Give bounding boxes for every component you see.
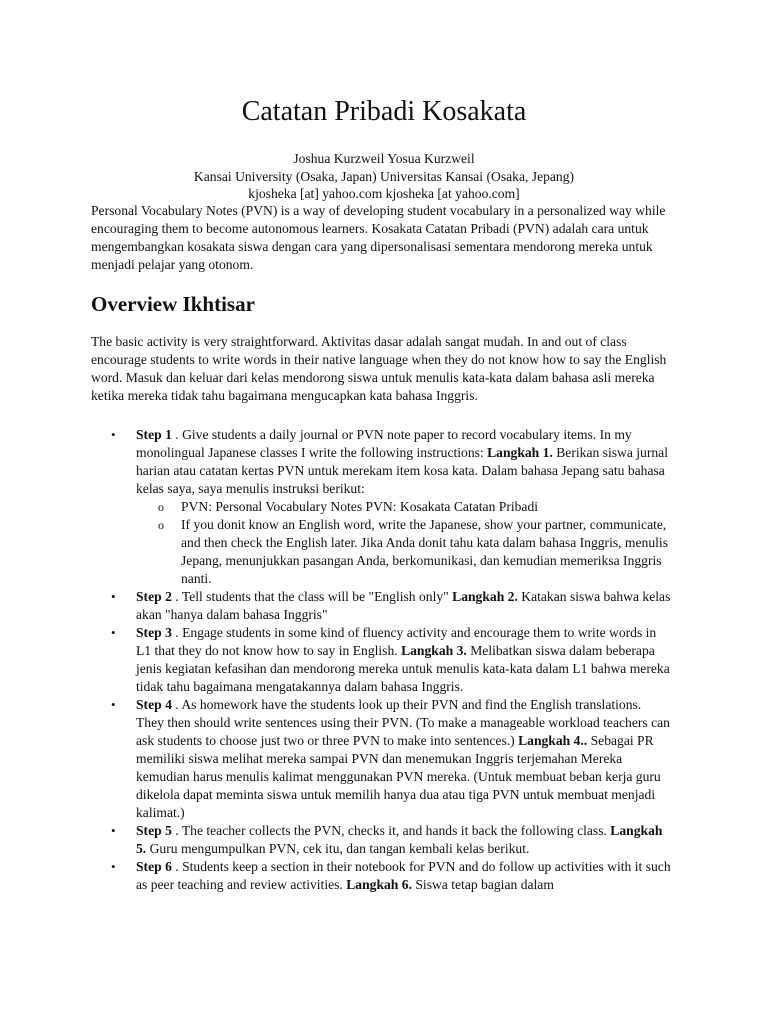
document-title: Catatan Pribadi Kosakata	[241, 96, 527, 127]
step-langkah: Langkah 1.	[487, 445, 553, 460]
authors: Joshua Kurzweil Yosua Kurzweil	[293, 151, 475, 166]
step-langkah: Langkah 3.	[401, 643, 467, 658]
step-label: Step 6	[136, 859, 172, 874]
step-translation: Guru mengumpulkan PVN, cek itu, dan tangan kembali kelas berikut.	[146, 841, 530, 856]
sub-item: o PVN: Personal Vocabulary Notes PVN: Kosakata Catatan Pribadi	[136, 498, 671, 516]
step-translation: Melibatkan siswa dalam beberapa jenis kegiatan kefasihan dan mendorong mereka untuk menulis kata-kata dalam L1 bahwa mereka tidak tahu bagaimana mengatakannya dalam bahasa Inggris.	[136, 643, 670, 694]
step-langkah: Langkah 4..	[518, 733, 588, 748]
step-translation: Siswa tetap bagian dalam	[411, 877, 554, 892]
step-item	[91, 624, 671, 696]
byline	[0, 150, 768, 203]
step-item	[91, 858, 671, 894]
affiliation: Kansai University (Osaka, Japan) Universitas Kansai (Osaka, Jepang)	[193, 168, 575, 184]
step-langkah: Langkah 5.	[136, 823, 663, 856]
email: kjosheka [at] yahoo.com kjosheka [at yahoo.com]	[248, 186, 520, 201]
step-langkah: Langkah 6.	[346, 877, 412, 892]
step-text: . Engage students in some kind of fluency activity and encourage them to write words in L1 that they do not know how to say in English.	[136, 625, 657, 658]
step-item	[91, 696, 671, 822]
section-heading: Overview Ikhtisar	[91, 292, 255, 316]
overview-paragraph: The basic activity is very straightforward. Aktivitas dasar adalah sangat mudah. In and out of class encourage students to write words in their native language when they do not know how to say the English word. Masuk dan keluar dari kelas mendorong siswa untuk menulis kata-kata dalam bahasa asli mereka ketika mereka tidak tahu bagaimana mengucapkan kata bahasa Inggris.	[91, 334, 667, 403]
step-item	[91, 426, 671, 588]
step-label: Step 5	[136, 823, 172, 838]
step-text: . Students keep a section in their notebook for PVN and do follow up activities with it such as peer teaching and review activities.	[136, 859, 671, 892]
step-text: . As homework have the students look up their PVN and find the English translations. They then should write sentences using their PVN. (To make a manageable workload teachers can ask students to choose just two or three PVN to make into sentences.)	[136, 697, 670, 748]
step-translation: Berikan siswa jurnal harian atau catatan kertas PVN untuk merekam item kosa kata. Dalam bahasa Jepang satu bahasa kelas saya, saya menulis instruksi berikut:	[136, 445, 668, 496]
step-item	[91, 822, 671, 858]
step-label: Step 3	[136, 625, 172, 640]
sub-item: o If you donit know an English word, write the Japanese, show your partner, communicate, and then check the English later. Jika Anda donit tahu kata dalam bahasa Inggris, menulis Jepang, menunjukkan pasangan Anda, berkomunikasi, dan kemudian memeriksa Inggris nanti.	[136, 516, 671, 588]
step-text: . Tell students that the class will be "English only"	[171, 589, 453, 604]
step-text: . Give students a daily journal or PVN note paper to record vocabulary items. In my monolingual Japanese classes I write the following instructions:	[136, 427, 632, 460]
step-label: Step 4	[136, 697, 172, 712]
step-langkah: Langkah 2.	[452, 589, 518, 604]
step-label: Step 1	[136, 427, 172, 442]
intro-paragraph: Personal Vocabulary Notes (PVN) is a way of developing student vocabulary in a personalized way while encouraging them to become autonomous learners. Kosakata Catatan Pribadi (PVN) adalah cara untuk mengembangkan kosakata siswa dengan cara yang dipersonalisasi sementara mendorong mereka untuk menjadi pelajar yang otonom.	[91, 203, 666, 272]
steps-list	[91, 426, 671, 894]
step-translation: Sebagai PR memiliki siswa melihat mereka sampai PVN dan menemukan Inggris terjemahan Mereka kemudian harus menulis kalimat menggunakan PVN mereka. (Untuk membuat beban kerja guru dikelola dapat meminta siswa untuk memilih hanya dua atau tiga PVN untuk membuat menjadi kalimat.)	[136, 733, 661, 820]
step-item	[91, 588, 671, 624]
step-label: Step 2	[136, 589, 172, 604]
step-translation: Katakan siswa bahwa kelas akan "hanya dalam bahasa Inggris"	[136, 589, 671, 622]
step-sublist	[136, 498, 671, 588]
step-text: . The teacher collects the PVN, checks it, and hands it back the following class.	[171, 823, 611, 838]
